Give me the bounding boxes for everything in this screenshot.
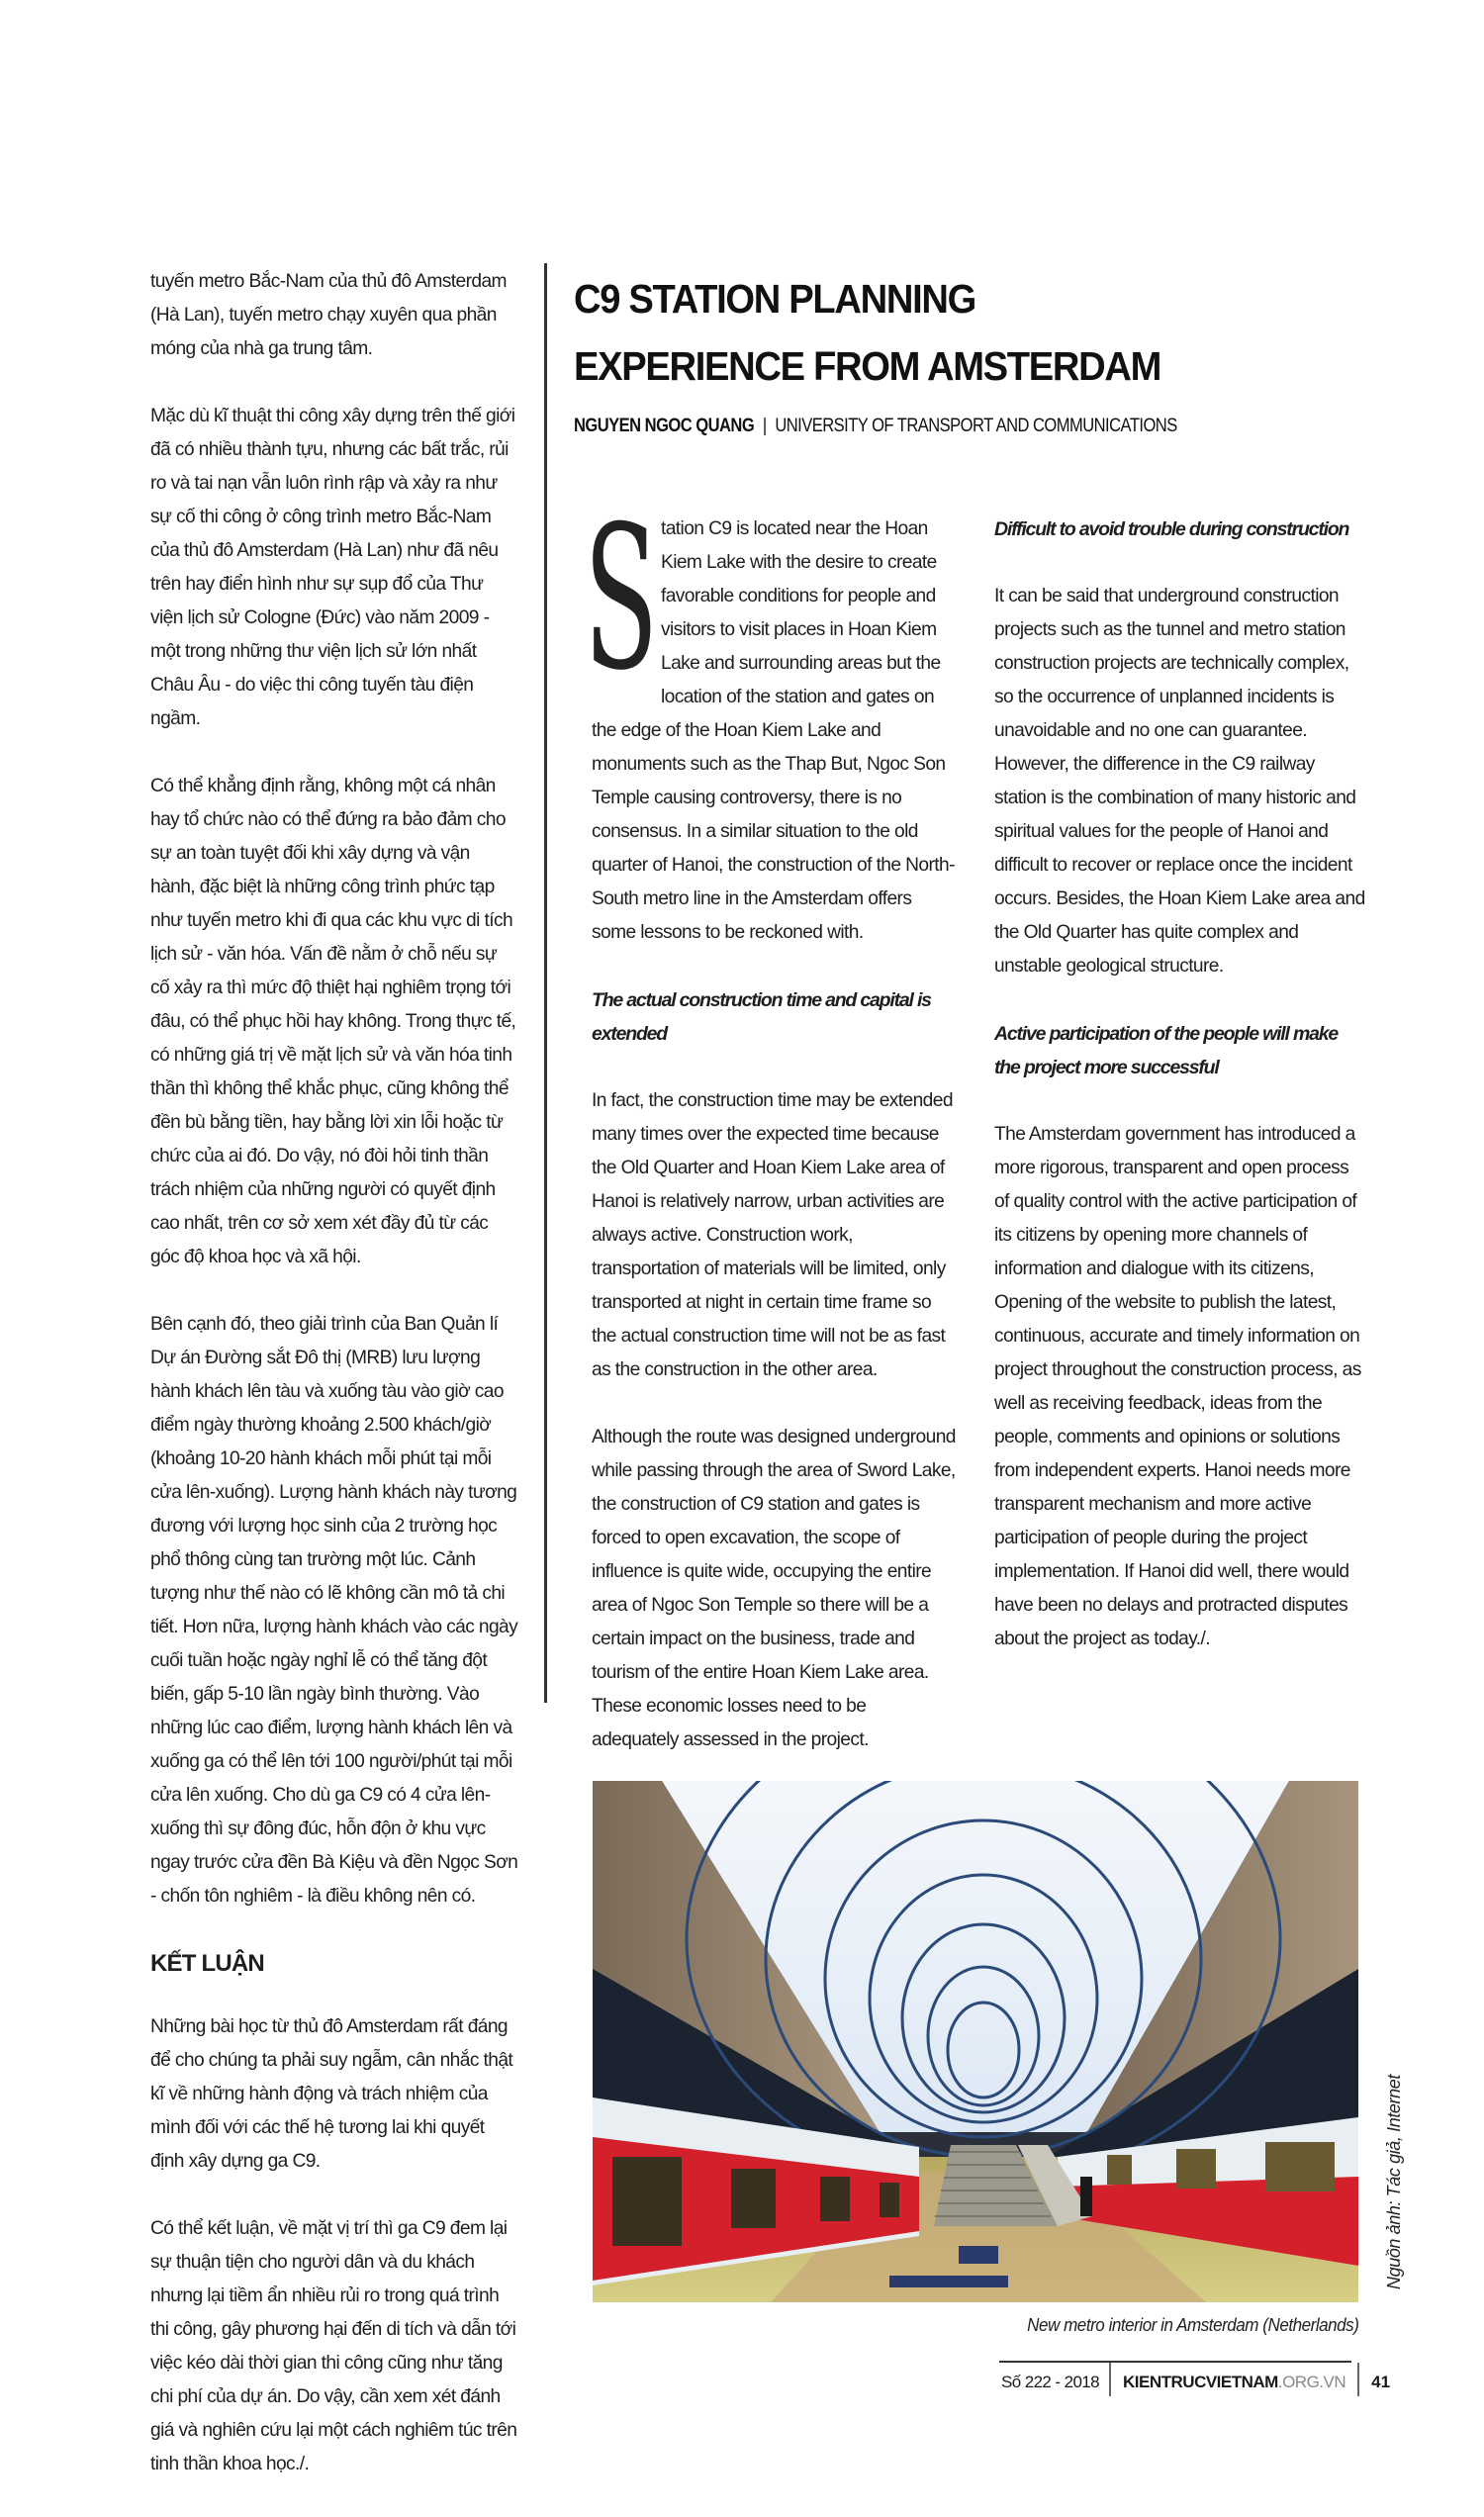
left-column-vietnamese-text <box>150 265 518 2515</box>
paragraph: Bên cạnh đó, theo giải trình của Ban Quản lí Dự án Đường sắt Đô thị (MRB) lưu lượng hành khách lên tàu và xuống tàu vào giờ cao điểm ngày thường khoảng 2.500 khách/giờ (khoảng 10-20 hành khách mỗi phút tại mỗi cửa lên-xuống). Lượng hành khách này tương đương với lượng học sinh của 2 trường học phổ thông cùng tan trường một lúc. Cảnh tượng như thế nào có lẽ không cần mô tả chi tiết. Hơn nữa, lượng hành khách vào các ngày cuối tuần hoặc ngày nghỉ lễ có thể tăng đột biến, gấp 5-10 lần ngày bình thường. Vào những lúc cao điểm, lượng hành khách lên và xuống ga có thể lên tới 100 người/phút tại mỗi cửa lên xuống. Cho dù ga C9 có 4 cửa lên-xuống thì sự đông đúc, hỗn độn ở khu vực ngay trước cửa đền Bà Kiệu và đền Ngọc Sơn - chốn tôn nghiêm - là điều không nên có. <box>150 1314 518 1907</box>
page-number: 41 <box>1371 2373 1391 2391</box>
author-affiliation: UNIVERSITY OF TRANSPORT AND COMMUNICATIONS <box>775 416 1177 436</box>
paragraph: Có thể kết luận, về mặt vị trí thì ga C9 đem lại sự thuận tiện cho người dân và du khách nhưng lại tiềm ẩn nhiều rủi ro trong quá trình thi công, gây phương hại đến di tích và dẫn tới việc kéo dài thời gian thi công cũng như tăng chi phí của dự án. Do vậy, cần xem xét đánh giá và nghiên cứu lại một cách nghiêm túc trên tinh thần khoa học./. <box>150 2218 517 2474</box>
section-heading: Active participation of the people will make the project more successful <box>994 1023 1339 1078</box>
title-line: EXPERIENCE FROM AMSTERDAM <box>574 343 1161 389</box>
paragraph: In fact, the construction time may be extended many times over the expected time because the Old Quarter and Hoan Kiem Lake area of Hanoi is relatively narrow, urban activities are always active. Construction work, transportation of materials will be limited, only transported at night in certain time frame so the actual construction time will not be as fast as the construction in the other area. <box>592 1090 953 1380</box>
website <box>1111 2363 1359 2396</box>
paragraph: Những bài học từ thủ đô Amsterdam rất đáng để cho chúng ta phải suy ngẫm, cân nhắc thật kĩ về những hành động và trách nhiệm của mình đối với các thế hệ tương lai khi quyết định xây dựng ga C9. <box>150 2016 513 2172</box>
title-line: C9 STATION PLANNING <box>574 276 976 322</box>
author-name: NGUYEN NGOC QUANG <box>574 416 755 436</box>
section-heading: Difficult to avoid trouble during construction <box>994 518 1349 540</box>
middle-column-english-text <box>584 484 956 1791</box>
column-divider <box>544 263 547 1703</box>
photo-caption: New metro interior in Amsterdam (Netherlands) <box>1026 2314 1358 2335</box>
metro-interior-photo <box>593 1781 1358 2302</box>
metro-station-illustration <box>593 1781 1358 2302</box>
page-footer <box>999 2361 1391 2396</box>
person-silhouette <box>1080 2177 1092 2216</box>
paragraph: It can be said that underground construction projects such as the tunnel and metro station construction projects are technically complex, so the occurrence of unplanned incidents is unavoidable and no one can guarantee. However, the difference in the C9 railway station is the combination of many historic and spiritual values for the people of Hanoi and difficult to recover or replace once the incident occurs. Besides, the Hoan Kiem Lake area and the Old Quarter has quite complex and unstable geological structure. <box>994 586 1365 977</box>
floor-tile <box>889 2276 1008 2287</box>
drop-cap: S <box>584 484 659 714</box>
intro-paragraph <box>584 484 956 950</box>
byline-separator: | <box>762 416 767 436</box>
byline <box>574 416 1228 437</box>
article-title <box>574 265 1181 400</box>
floor-tile <box>959 2246 998 2264</box>
intro-text: tation C9 is located near the Hoan Kiem Lake with the desire to create favorable conditions for people and visitors to visit places in Hoan Kiem Lake and surrounding areas but the location of the station and gates on the edge of the Hoan Kiem Lake and monuments such as the Thap But, Ngoc Son Temple causing controversy, there is no consensus. In a similar situation to the old quarter of Hanoi, the construction of the North-South metro line in the Amsterdam offers some lessons to be reckoned with. <box>592 518 955 943</box>
section-heading: The actual construction time and capital is extended <box>592 989 931 1045</box>
paragraph: Mặc dù kĩ thuật thi công xây dựng trên thế giới đã có nhiều thành tựu, nhưng các bất trắc, rủi ro và tai nạn vẫn luôn rình rập và xảy ra như sự cố thi công ở công trình metro Bắc-Nam của thủ đô Amsterdam (Hà Lan) như đã nêu trên hay điển hình như sự sụp đổ của Thư viện lịch sử Cologne (Đức) vào năm 2009 - một trong những thư viện lịch sử lớn nhất Châu Âu - do việc thi công tuyến tàu điện ngầm. <box>150 406 515 729</box>
photo-credit: Nguồn ảnh: Tác giả, Internet <box>1384 2075 1404 2289</box>
paragraph: Although the route was designed underground while passing through the area of Sword Lake, the construction of C9 station and gates is forced to open excavation, the scope of influence is quite wide, occupying the entire area of Ngoc Son Temple so there will be a certain impact on the business, trade and tourism of the entire Hoan Kiem Lake area. These economic losses need to be adequately assessed in the project. <box>592 1427 956 1750</box>
right-column-english-text <box>994 513 1365 1690</box>
website-name: KIENTRUCVIETNAM <box>1123 2373 1278 2391</box>
issue-number: Số 222 - 2018 <box>999 2363 1111 2396</box>
website-domain: .ORG.VN <box>1277 2373 1346 2391</box>
paragraph: tuyến metro Bắc-Nam của thủ đô Amsterdam (Hà Lan), tuyến metro chạy xuyên qua phần móng của nhà ga trung tâm. <box>150 271 507 359</box>
paragraph: The Amsterdam government has introduced a more rigorous, transparent and open process of quality control with the active participation of its citizens by opening more channels of information and dialogue with its citizens, Opening of the website to publish the latest, continuous, accurate and timely information on project throughout the construction process, as well as receiving feedback, ideas from the people, comments and opinions or solutions from independent experts. Hanoi needs more transparent mechanism and more active participation of people during the project implementation. If Hanoi did well, there would have been no delays and protracted disputes about the project as today./. <box>994 1124 1361 1649</box>
conclusion-heading: KẾT LUẬN <box>150 1950 264 1977</box>
paragraph: Có thể khẳng định rằng, không một cá nhân hay tổ chức nào có thể đứng ra bảo đảm cho sự an toàn tuyệt đối khi xây dựng và vận hành, đặc biệt là những công trình phức tạp như tuyến metro khi đi qua các khu vực di tích lịch sử - văn hóa. Vấn đề nằm ở chỗ nếu sự cố xảy ra thì mức độ thiệt hại nghiêm trọng tới đâu, có thể phục hồi hay không. Trong thực tế, có những giá trị về mặt lịch sử và văn hóa tinh thần thì không thể khắc phục, cũng không thể đền bù bằng tiền, hay bằng lời xin lỗi hoặc từ chức của ai đó. Do vậy, nó đòi hỏi tinh thần trách nhiệm của những người có quyết định cao nhất, trên cơ sở xem xét đầy đủ từ các góc độ khoa học và xã hội. <box>150 776 516 1267</box>
